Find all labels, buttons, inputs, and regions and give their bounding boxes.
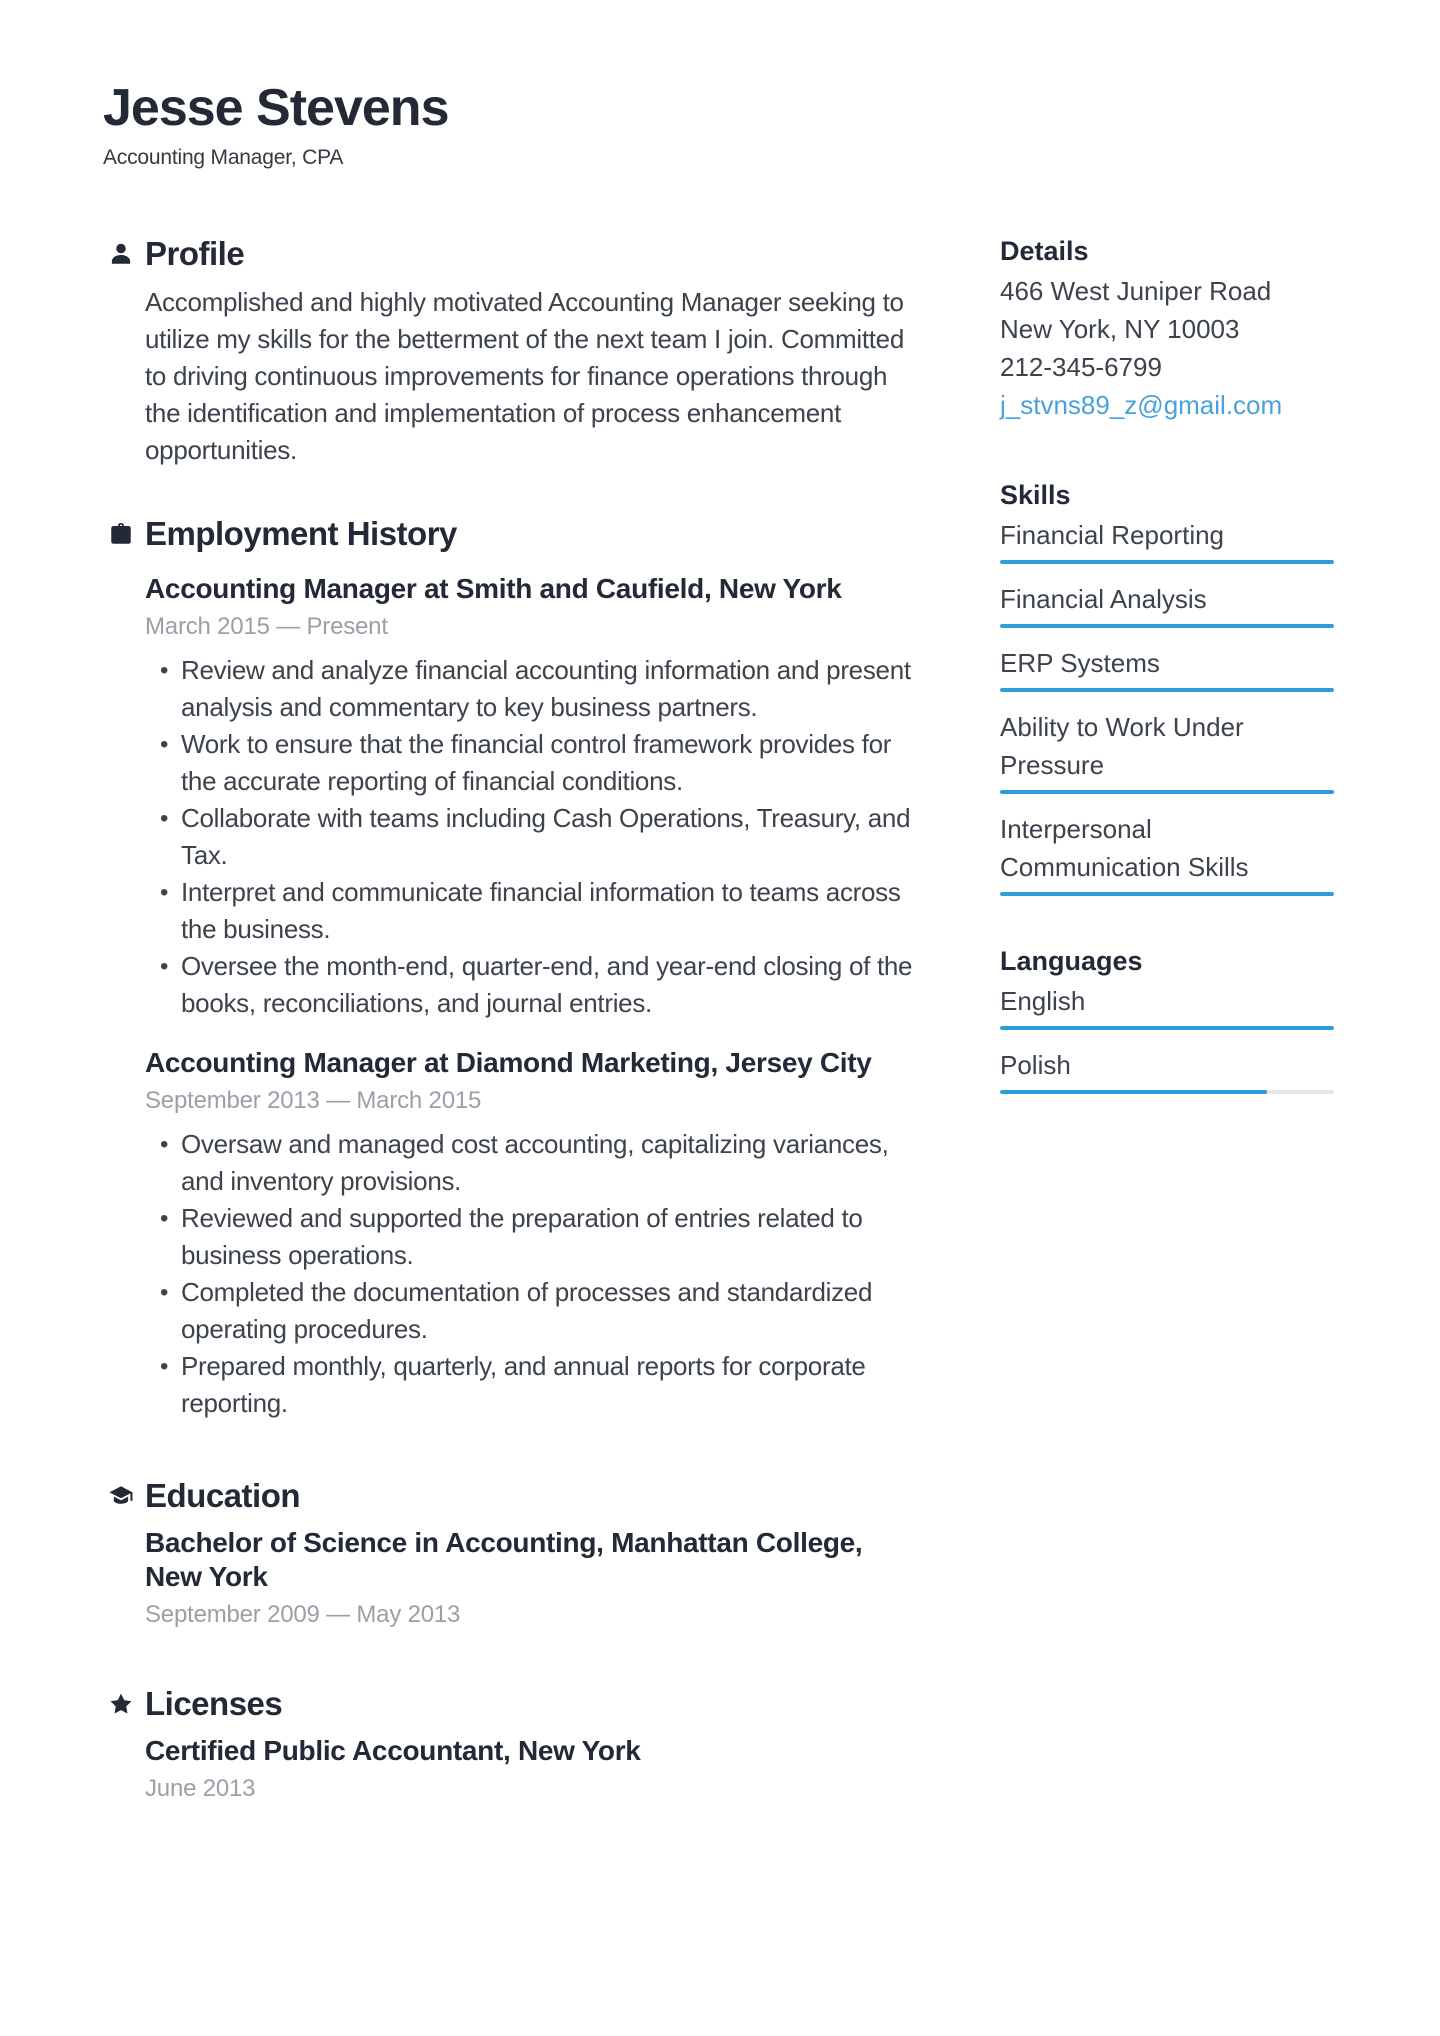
main-column <box>103 78 920 2036</box>
employment-body <box>145 572 920 1422</box>
license-entry <box>145 1734 920 1804</box>
skill-name: Interpersonal Communication Skills <box>1000 814 1249 882</box>
briefcase-icon <box>103 521 145 547</box>
bullet-item: • Prepared monthly, quarterly, and annual reports for corporate reporting. <box>181 1348 920 1422</box>
section-title-profile: Profile <box>145 235 245 272</box>
skill-item <box>1000 708 1334 794</box>
graduation-cap-icon <box>103 1483 145 1509</box>
job-bullet-list <box>145 1126 920 1422</box>
email-link[interactable]: j_stvns89_z@gmail.com <box>1000 390 1283 420</box>
skill-level-bar <box>1000 560 1334 564</box>
skill-level-bar <box>1000 790 1334 794</box>
section-employment-history <box>103 514 920 1422</box>
language-level-bar <box>1000 1090 1334 1094</box>
section-profile <box>103 234 920 469</box>
sidebar-skills <box>1000 478 1334 896</box>
language-item <box>1000 1046 1334 1094</box>
skill-level-fill <box>1000 790 1334 794</box>
star-icon <box>103 1691 145 1717</box>
licenses-body <box>145 1734 920 1804</box>
skill-item <box>1000 580 1334 628</box>
language-level-fill <box>1000 1090 1267 1094</box>
employment-heading <box>103 514 920 554</box>
bullet-item: • Completed the documentation of processes and standardized operating procedures. <box>181 1274 920 1348</box>
section-education <box>103 1476 920 1630</box>
bullet-item: • Review and analyze financial accounting information and present analysis and commentary to key business partners. <box>181 652 920 726</box>
job-title: Accounting Manager at Diamond Marketing, Jersey City <box>145 1047 872 1078</box>
skill-level-fill <box>1000 892 1334 896</box>
candidate-name: Jesse Stevens <box>103 79 449 137</box>
sidebar <box>1000 78 1334 2036</box>
job-entry <box>145 572 920 1022</box>
phone-number: 212-345-6799 <box>1000 352 1162 382</box>
skill-item <box>1000 810 1334 896</box>
job-bullet-list <box>145 652 920 1022</box>
language-item <box>1000 982 1334 1030</box>
education-body <box>145 1526 920 1630</box>
address-line-1: 466 West Juniper Road <box>1000 276 1272 306</box>
language-level-bar <box>1000 1026 1334 1030</box>
skill-level-bar <box>1000 688 1334 692</box>
section-title-licenses: Licenses <box>145 1685 283 1722</box>
job-entry <box>145 1046 920 1422</box>
skill-name: ERP Systems <box>1000 648 1160 678</box>
profile-heading <box>103 234 920 274</box>
skill-level-fill <box>1000 624 1334 628</box>
skill-level-fill <box>1000 688 1334 692</box>
license-dates: June 2013 <box>145 1775 256 1802</box>
skill-item <box>1000 644 1334 692</box>
person-icon <box>103 241 145 267</box>
skills-title: Skills <box>1000 480 1071 510</box>
address-line-2: New York, NY 10003 <box>1000 314 1240 344</box>
sidebar-details <box>1000 234 1334 424</box>
bullet-item: • Oversee the month-end, quarter-end, and year-end closing of the books, reconciliations, and journal entries. <box>181 948 920 1022</box>
degree-dates: September 2009 — May 2013 <box>145 1601 461 1628</box>
skill-item <box>1000 516 1334 564</box>
language-name: English <box>1000 986 1086 1016</box>
education-heading <box>103 1476 920 1516</box>
language-level-fill <box>1000 1026 1334 1030</box>
bullet-item: • Work to ensure that the financial control framework provides for the accurate reporting of financial conditions. <box>181 726 920 800</box>
job-title: Accounting Manager at Smith and Caufield, New York <box>145 573 842 604</box>
skill-name: Financial Reporting <box>1000 520 1225 550</box>
skill-level-bar <box>1000 624 1334 628</box>
details-title: Details <box>1000 236 1089 266</box>
bullet-item: • Collaborate with teams including Cash Operations, Treasury, and Tax. <box>181 800 920 874</box>
skill-name: Ability to Work Under Pressure <box>1000 712 1244 780</box>
bullet-item: • Interpret and communicate financial information to teams across the business. <box>181 874 920 948</box>
language-name: Polish <box>1000 1050 1071 1080</box>
resume-header <box>103 78 920 172</box>
licenses-heading <box>103 1684 920 1724</box>
job-dates: September 2013 — March 2015 <box>145 1087 482 1114</box>
candidate-job-title: Accounting Manager, CPA <box>103 146 344 169</box>
languages-title: Languages <box>1000 946 1143 976</box>
bullet-item: • Oversaw and managed cost accounting, capitalizing variances, and inventory provisions. <box>181 1126 920 1200</box>
section-licenses <box>103 1684 920 1804</box>
license-title: Certified Public Accountant, New York <box>145 1735 641 1766</box>
skill-level-fill <box>1000 560 1334 564</box>
skill-name: Financial Analysis <box>1000 584 1207 614</box>
section-title-employment: Employment History <box>145 515 457 552</box>
bullet-item: • Reviewed and supported the preparation of entries related to business operations. <box>181 1200 920 1274</box>
sidebar-languages <box>1000 944 1334 1094</box>
profile-text: Accomplished and highly motivated Accounting Manager seeking to utilize my skills for the betterment of the next team I join. Committed to driving continuous improvements for finance operations through the identification and implementation of process enhancement opportunities. <box>145 287 905 465</box>
section-title-education: Education <box>145 1477 301 1514</box>
education-entry <box>145 1526 920 1630</box>
job-dates: March 2015 — Present <box>145 613 388 640</box>
profile-body <box>145 284 920 469</box>
skill-level-bar <box>1000 892 1334 896</box>
degree-title: Bachelor of Science in Accounting, Manhattan College, New York <box>145 1527 863 1592</box>
